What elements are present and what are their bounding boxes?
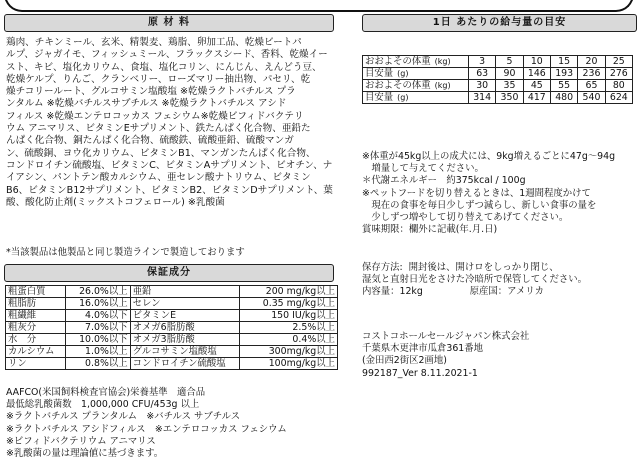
company-line: (金田西2街区2画地) — [362, 355, 447, 367]
nutrient-name: 亜鉛 — [130, 286, 240, 298]
ingredients-line: ン、硫酸銅、ヨウ化カリウム、ビタミンB1、マンガンたんぱく化合物、 — [6, 147, 316, 159]
aafco-line: ※ビフィドバクテリウム アニマリス — [6, 435, 156, 447]
feeding-amount-row — [363, 92, 633, 104]
ingredients-line: 乾燥ケルプ、りんご、クランベリー、ローズマリー抽出物、パセリ、乾 — [6, 73, 311, 85]
feeding-amount-cell: 314 — [469, 92, 496, 104]
nutrition-table — [5, 285, 338, 370]
feeding-amount-label-text: 目安量 — [365, 68, 394, 79]
nutrient-value: 4.0%以下 — [65, 310, 130, 322]
ingredients-text — [6, 37, 333, 209]
nutrient-name: リン — [6, 358, 66, 370]
ingredients-line: フィルス ※乾燥エンテロコッカス フェシウム※乾燥ビフィドバクテリ — [6, 110, 304, 122]
nutrient-name: オメガ3脂肪酸 — [130, 334, 240, 346]
nutrient-value: 26.0%以上 — [65, 286, 130, 298]
feeding-weight-label — [363, 80, 469, 92]
nutrition-row — [6, 358, 338, 370]
daily-header-label: 1日 あたりの給与量の目安 — [432, 17, 567, 28]
feeding-weight-cell: 5 — [496, 56, 523, 68]
feeding-amount-cell: 193 — [550, 68, 577, 80]
nutrient-name: 粗脂肪 — [6, 298, 66, 310]
feeding-weight-cell: 10 — [523, 56, 550, 68]
feeding-amount-cell: 146 — [523, 68, 550, 80]
ingredients-line: スト、キビ、塩化カリウム、食塩、塩化コリン、にんじん、えんどう豆、 — [6, 61, 322, 73]
nutrient-name: セレン — [130, 298, 240, 310]
feeding-weight-cell: 20 — [578, 56, 605, 68]
nutrient-value: 0.4%以上 — [240, 334, 338, 346]
feeding-note-line: 賞味期限：欄外に記載(年.月.日) — [362, 224, 498, 236]
nutrient-name: グルコサミン塩酸塩 — [130, 346, 240, 358]
ingredients-line: イアシン、パントテン酸カルシウム、亜セレン酸ナトリウム、ビタミン — [6, 172, 311, 184]
nutrient-value: 100mg/kg以上 — [240, 358, 338, 370]
company-info — [362, 331, 529, 380]
nutrition-row — [6, 322, 338, 334]
feeding-weight-cell: 15 — [550, 56, 577, 68]
aafco-line: ※ラクトバチルス プランタルム ※バチルス サブチルス — [6, 411, 241, 423]
feeding-notes — [362, 151, 615, 236]
feeding-amount-unit: (g) — [397, 69, 409, 78]
nutrient-value: 200 mg/kg以上 — [240, 286, 338, 298]
nutrition-header — [4, 264, 334, 282]
nutrition-row — [6, 310, 338, 322]
aafco-text — [6, 387, 287, 460]
feeding-weight-label-text: おおよその体重 — [365, 56, 431, 67]
daily-header — [362, 14, 637, 32]
storage-line: 保存方法: 開封後は、開けロをしっかり閉じ、 — [362, 262, 559, 273]
aafco-line: ※ラクトバチルス アシドフィルス ※エンテロコッカス フェシウム — [6, 423, 287, 435]
nutrient-value: 0.35 mg/kg以上 — [240, 298, 338, 310]
nutrition-row — [6, 334, 338, 346]
feeding-note-line: ＊代謝エネルギー 約375kcal / 100g — [362, 175, 526, 187]
feeding-note-line: 少しずつ増やして切り替えてあげてください。 — [362, 212, 569, 224]
feeding-weight-cell: 65 — [578, 80, 605, 92]
feeding-weight-row — [363, 80, 633, 92]
ingredients-line: 燥チコリールート、グルコサミン塩酸塩 ※乾燥ラクトバチルス プラ — [6, 86, 296, 98]
nutrient-name: コンドロイチン硫酸塩 — [130, 358, 240, 370]
feeding-amount-unit: (g) — [397, 93, 409, 102]
ingredients-header — [4, 14, 334, 32]
nutrition-header-label: 保証成分 — [147, 267, 191, 278]
feeding-weight-unit: (kg) — [434, 57, 451, 66]
aafco-line: 最低総乳酸菌数 1,000,000 CFU/453g 以上 — [6, 399, 200, 411]
nutrient-value: 16.0%以上 — [65, 298, 130, 310]
feeding-weight-cell: 80 — [605, 80, 632, 92]
storage-text — [362, 262, 587, 299]
same-line-note: *当該製品は他製品と同じ製造ラインで製造しております — [6, 247, 245, 258]
feeding-amount-cell: 276 — [605, 68, 632, 80]
nutrient-value: 150 IU/kg以上 — [240, 310, 338, 322]
company-line: コストコホールセールジャパン株式会社 — [362, 331, 530, 342]
nutrition-row — [6, 286, 338, 298]
company-line: 千葉県木更津市瓜倉361番地 — [362, 343, 484, 355]
feeding-amount-cell: 63 — [469, 68, 496, 80]
feeding-note-line: ※体重が45kg以上の成犬には、9kg増えるごとに47g〜94g — [362, 151, 616, 162]
feeding-amount-cell: 236 — [578, 68, 605, 80]
nutrient-value: 0.8%以上 — [65, 358, 130, 370]
feeding-weight-label-text: おおよその体重 — [365, 80, 431, 91]
nutrient-value: 10.0%以下 — [65, 334, 130, 346]
feeding-amount-cell: 624 — [605, 92, 632, 104]
feeding-amount-label-text: 目安量 — [365, 92, 394, 103]
feeding-amount-cell: 480 — [550, 92, 577, 104]
nutrient-name: 粗蛋白質 — [6, 286, 66, 298]
nutrient-name: ビタミンE — [130, 310, 240, 322]
feeding-weight-cell: 25 — [605, 56, 632, 68]
nutrient-value: 2.5%以上 — [240, 322, 338, 334]
feeding-weight-cell: 30 — [469, 80, 496, 92]
ingredients-line: ウム アニマリス、ビタミンEサプリメント、鉄たんぱく化合物、亜鉛た — [6, 123, 311, 135]
nutrient-name: オメガ6脂肪酸 — [130, 322, 240, 334]
feeding-weight-unit: (kg) — [434, 81, 451, 90]
feeding-note-line: ※ペットフードを切り替えるときは、1週間程度かけて — [362, 187, 591, 199]
feeding-amount-cell: 417 — [523, 92, 550, 104]
ingredients-line: B6、ビタミンB12サプリメント、ビタミンB2、ビタミンDサプリメント、葉 — [6, 184, 333, 196]
nutrient-name: 粗灰分 — [6, 322, 66, 334]
feeding-note-line: 増量して与えてください。 — [362, 163, 484, 175]
feeding-weight-cell: 55 — [550, 80, 577, 92]
feeding-amount-label — [363, 68, 469, 80]
feeding-weight-cell: 3 — [469, 56, 496, 68]
nutrition-row — [6, 298, 338, 310]
feeding-amount-row — [363, 68, 633, 80]
feeding-amount-cell: 540 — [578, 92, 605, 104]
company-line: 992187_Ver 8.11.2021-1 — [362, 367, 478, 379]
storage-line: 湿気と直射日光をさけた冷暗所で保管してください。 — [362, 274, 588, 286]
ingredients-line: 酸、酸化防止剤(ミックストコフェロール) ※乳酸菌 — [6, 196, 225, 208]
nutrient-name: 粗繊維 — [6, 310, 66, 322]
nutrition-row — [6, 346, 338, 358]
feeding-amount-cell: 90 — [496, 68, 523, 80]
nutrient-value: 1.0%以上 — [65, 346, 130, 358]
nutrient-name: カルシウム — [6, 346, 66, 358]
feeding-note-line: 現在の食事を毎日少しずつ減らし、新しい食事の量を — [362, 199, 597, 211]
ingredients-line: ルプ、ジャガイモ、フィッシュミール、フラックスシード、香料、乾燥イー — [6, 49, 328, 61]
aafco-line: AAFCO(米国飼料検査官協会)栄養基準 適合品 — [6, 387, 206, 398]
ingredients-line: ンタルム ※乾燥バチルスサブチルス ※乾燥ラクトバチルス アシド — [6, 98, 287, 110]
nutrient-value: 300mg/kg以上 — [240, 346, 338, 358]
aafco-line: ※乳酸菌の量は理論値に基づきます。 — [6, 448, 164, 460]
feeding-weight-row — [363, 56, 633, 68]
ingredients-header-label: 原 材 料 — [148, 17, 190, 28]
ingredients-line: 鶏肉、チキンミール、玄米、精製麦、鶏脂、卵加工品、乾燥ビートパ — [6, 37, 302, 48]
package-top-outline — [4, 0, 634, 12]
nutrient-value: 7.0%以下 — [65, 322, 130, 334]
feeding-amount-cell: 350 — [496, 92, 523, 104]
storage-line: 内容量：12kg 原産国：アメリカ — [362, 286, 545, 298]
ingredients-line: コンドロイチン硫酸塩、ビタミンC、ビタミンAサプリメント、ビオチン、ナ — [6, 159, 333, 171]
feeding-amount-label — [363, 92, 469, 104]
feeding-weight-label — [363, 56, 469, 68]
nutrient-name: 水 分 — [6, 334, 66, 346]
ingredients-line: んぱく化合物、銅たんぱく化合物、硫酸鉄、硫酸亜鉛、硫酸マンガ — [6, 135, 294, 147]
feeding-table — [362, 55, 633, 104]
feeding-weight-cell: 35 — [496, 80, 523, 92]
feeding-weight-cell: 45 — [523, 80, 550, 92]
